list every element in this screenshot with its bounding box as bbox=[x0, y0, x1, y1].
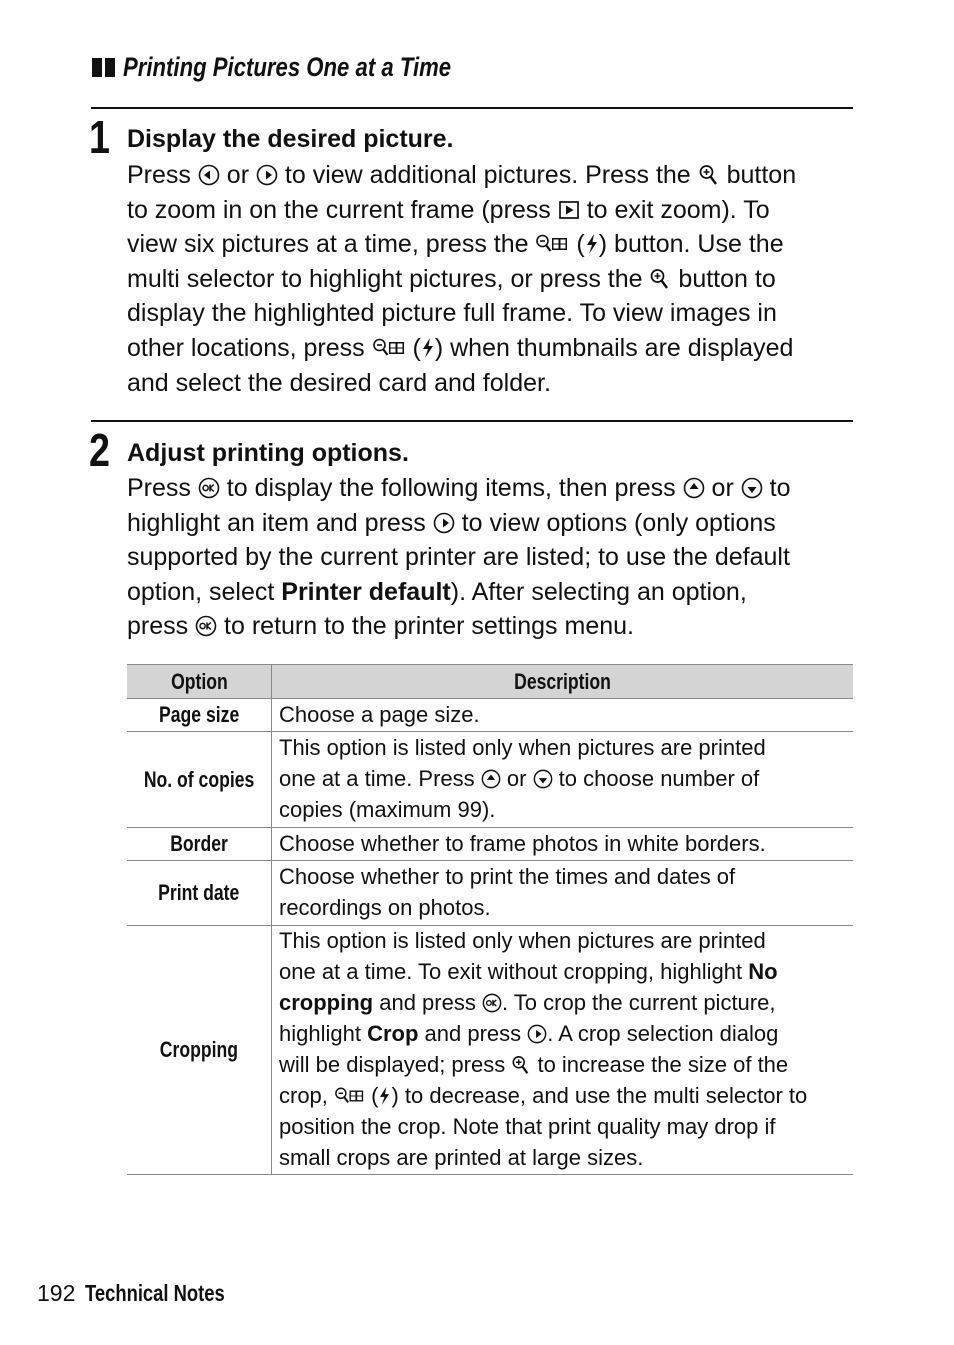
option-name: Cropping bbox=[127, 926, 272, 1175]
option-description: Choose whether to frame photos in white borders. bbox=[272, 828, 854, 861]
multi-selector-left-icon bbox=[198, 164, 220, 186]
heading-bars-icon bbox=[92, 50, 118, 84]
step1-line: other locations, press ( ) when thumbnails are displayed bbox=[127, 334, 794, 362]
step2-title: Adjust printing options. bbox=[127, 439, 409, 467]
table-row bbox=[127, 699, 853, 732]
page-number: 192 bbox=[37, 1280, 76, 1306]
step2-line: highlight an item and press to view options (only options bbox=[127, 508, 776, 537]
option-description: This option is listed only when pictures are printed one at a time. Press or to choose number of copies (maximum 99). bbox=[272, 732, 854, 828]
table-row bbox=[127, 732, 853, 828]
step1-rule bbox=[91, 107, 853, 109]
option-name: Border bbox=[127, 828, 272, 861]
multi-selector-up-icon bbox=[683, 477, 705, 499]
thumbnail-zoom-out-icon bbox=[372, 337, 406, 359]
zoom-in-icon bbox=[511, 1055, 531, 1075]
step1-line: and select the desired card and folder. bbox=[127, 368, 551, 397]
step1-number: 1 bbox=[89, 111, 110, 163]
step1-line: Press or to view additional pictures. Press the button bbox=[127, 161, 797, 189]
flash-icon bbox=[378, 1086, 391, 1106]
option-name: Page size bbox=[127, 699, 272, 732]
zoom-in-icon bbox=[649, 268, 671, 290]
option-description: Choose whether to print the times and dates of recordings on photos. bbox=[272, 861, 854, 926]
option-description: This option is listed only when pictures are printed one at a time. To exit without cropping, highlight No cropping and press . To crop the current picture, highlight Crop and press . A crop selection dialog will be displayed; press to increase the size of the crop, ( ) to decrease, and use the multi selector to position the crop. Note that print quality may drop if small crops are printed at large sizes. bbox=[272, 926, 854, 1175]
multi-selector-down-icon bbox=[741, 477, 763, 499]
flash-icon bbox=[585, 233, 599, 255]
multi-selector-right-icon bbox=[256, 164, 278, 186]
multi-selector-right-icon bbox=[527, 1024, 547, 1044]
step2-line: press to return to the printer settings menu. bbox=[127, 612, 634, 641]
multi-selector-down-icon bbox=[533, 769, 553, 789]
footer-section: Technical Notes bbox=[85, 1280, 226, 1306]
multi-selector-right-icon bbox=[433, 512, 455, 534]
flash-icon bbox=[421, 337, 435, 359]
table-header-row bbox=[127, 665, 853, 699]
step2-line: Press to display the following items, then press or to bbox=[127, 474, 791, 502]
section-heading-text: Printing Pictures One at a Time bbox=[123, 52, 452, 82]
step2-line: option, select Printer default). After selecting an option, bbox=[127, 577, 747, 606]
option-description: Choose a page size. bbox=[272, 699, 854, 732]
step2-line: supported by the current printer are listed; to use the default bbox=[127, 543, 790, 572]
step1-title: Display the desired picture. bbox=[127, 125, 454, 153]
step1-line: view six pictures at a time, press the ( ) button. Use the bbox=[127, 230, 784, 259]
header-option: Option bbox=[127, 665, 272, 699]
table-row bbox=[127, 926, 853, 1175]
playback-icon bbox=[558, 199, 580, 221]
ok-button-icon bbox=[482, 993, 502, 1013]
thumbnail-zoom-out-icon bbox=[535, 233, 569, 255]
zoom-in-icon bbox=[698, 164, 720, 186]
step1-line: multi selector to highlight pictures, or press the button to bbox=[127, 264, 776, 293]
section-heading bbox=[92, 50, 452, 84]
multi-selector-up-icon bbox=[481, 769, 501, 789]
option-name: No. of copies bbox=[127, 732, 272, 828]
step1-line: display the highlighted picture full frame. To view images in bbox=[127, 299, 777, 328]
table-row bbox=[127, 861, 853, 926]
ok-button-icon bbox=[195, 615, 217, 637]
step2-number: 2 bbox=[89, 424, 110, 476]
step2-rule bbox=[91, 420, 853, 422]
thumbnail-zoom-out-icon bbox=[334, 1086, 365, 1106]
page-footer bbox=[37, 1278, 260, 1308]
step1-line: to zoom in on the current frame (press to exit zoom). To bbox=[127, 195, 770, 224]
ok-button-icon bbox=[198, 477, 220, 499]
header-description: Description bbox=[272, 665, 854, 699]
table-row bbox=[127, 828, 853, 861]
printing-options-table bbox=[127, 664, 853, 1175]
option-name: Print date bbox=[127, 861, 272, 926]
